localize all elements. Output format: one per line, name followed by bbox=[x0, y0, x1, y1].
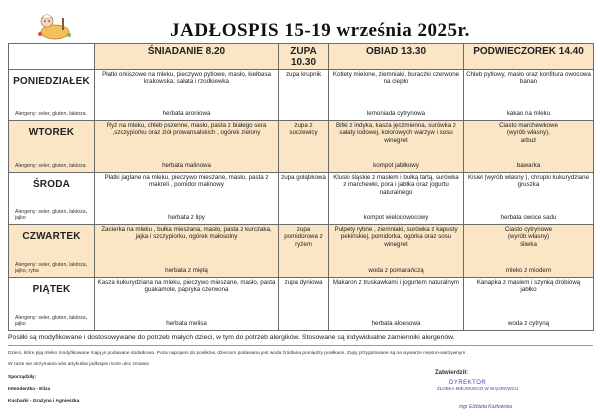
cooks-names: Kucharki - Grażyna i Agnieszka bbox=[8, 399, 80, 404]
breakfast-drink-text: herbata z lipy bbox=[168, 213, 205, 221]
header-breakfast: ŚNIADANIE 8.20 bbox=[95, 44, 279, 70]
table-row bbox=[9, 278, 594, 331]
breakfast-cell bbox=[95, 121, 279, 173]
change-note: W razie nie otrzymania w/w artykułów jadłospis może ulec zmianie. bbox=[8, 362, 151, 367]
lunch-drink-text: kompot wielocowocowy bbox=[363, 213, 429, 221]
table-header-row bbox=[9, 44, 594, 70]
soup-cell bbox=[279, 70, 329, 121]
allergen-note: Alergeny: seler, gluten, laktoza, jajko bbox=[15, 209, 88, 221]
snack-drink-text: woda z cytryną bbox=[507, 319, 550, 327]
allergen-note: Alergeny: seler, gluten, laktoza bbox=[15, 111, 86, 117]
breakfast-main-text: Ryż na mleku, chleb pszenne, masło, pasta z białego sera ,szczypiorku oraz ziół prowansalskich , ogórek zielony bbox=[106, 122, 267, 137]
lunch-drink-text: herbata aloesowa bbox=[371, 319, 421, 327]
signature: mgr Elżbieta Kozłowska bbox=[459, 404, 513, 410]
breakfast-main-text: Kasza kukurydziana na mleku, pieczywo mieszane, masło, pasta guakamole, papryka czerwona bbox=[97, 279, 276, 294]
table-row bbox=[9, 225, 594, 278]
soup-cell bbox=[279, 173, 329, 225]
lunch-cell bbox=[329, 121, 464, 173]
table-row bbox=[9, 121, 594, 173]
menu-table bbox=[8, 43, 594, 331]
day-cell bbox=[9, 70, 95, 121]
header-soup-label: ZUPA 10.30 bbox=[290, 46, 317, 68]
header-snack: PODWIECZOREK 14.40 bbox=[464, 44, 594, 70]
snack-cell bbox=[464, 225, 594, 278]
breakfast-cell bbox=[95, 225, 279, 278]
lunch-main-text: Bitki z indyka, kasza jęczmienna, surówka z sałaty lodowej, kolorowych warzyw i sosu winegret bbox=[335, 122, 457, 144]
lunch-drink-text: kompot jabłkowy bbox=[373, 161, 419, 169]
soup-main-text: zupa krupnik bbox=[285, 71, 322, 78]
allergen-note: Alergeny: seler, gluten, laktoza, jajko bbox=[15, 315, 88, 327]
snack-main-text: Kanapka z masłem i szynką drobiową jabłko bbox=[476, 279, 581, 294]
prepared-by-label: Sporządziły: bbox=[8, 375, 37, 380]
day-name: PIĄTEK bbox=[32, 284, 71, 295]
soup-main-text: zupa gołąbkowa bbox=[281, 174, 326, 181]
stamp-institution: ŻŁOBKA MIEJSKIEGO W WĄGROWCU bbox=[437, 386, 519, 391]
table-row bbox=[9, 70, 594, 121]
snack-main-text: Ciasto cytrynowe (wyrób własny) śliwka bbox=[504, 226, 553, 248]
milk-water-note: Dzieci, które piją mleko modyfikowane mają je podawane dodatkowo. Poza napojami do posiłków, dzieciom podawana jest woda źródlana pomiędzy posiłkami. Zupy przygotowane są na wywarze mięsno-warzywnym . bbox=[8, 351, 468, 356]
lunch-main-text: Pulpety rybne , ziemniaki, surówka z kapusty pekińskiej, pomidorka, ogórka oraz sosu winegret bbox=[334, 226, 458, 248]
soup-cell bbox=[279, 121, 329, 173]
table-row bbox=[9, 173, 594, 225]
lunch-main-text: Kotlety mielone, ziemniaki, buraczki czerwone na ciepło bbox=[332, 71, 460, 86]
lunch-main-text: Kluski śląskie z masłem i bułką tartą, surówka z marchewki, pora i jabłka oraz jogurtu naturalnego bbox=[333, 174, 459, 196]
snack-main-text: Kisiel (wyrób własny ), chrupki kukurydziane gruszka bbox=[467, 174, 590, 189]
soup-main-text: zupa dyniowa bbox=[284, 279, 323, 286]
soup-cell bbox=[279, 278, 329, 331]
snack-drink-text: mleko z miodem bbox=[505, 266, 552, 274]
intendentka-name: Intendentka - Eliza bbox=[8, 387, 51, 392]
allergen-note: Alergeny: seler, gluten, laktoza, jajko, ryba bbox=[15, 262, 88, 274]
soup-cell bbox=[279, 225, 329, 278]
lunch-main-text: Makaron z truskawkami i jogurtem naturalnym bbox=[332, 279, 460, 286]
snack-main-text: Chleb pytlowy, masło oraz konfitura owocowa banan bbox=[466, 71, 591, 86]
lunch-drink-text: lemoniada cytrynowa bbox=[366, 109, 426, 117]
stamp-title: DYREKTOR bbox=[449, 380, 487, 386]
chef-cooking-icon bbox=[34, 12, 74, 42]
header-blank bbox=[9, 44, 95, 70]
approved-by-label: Zatwierdził: bbox=[435, 370, 469, 376]
day-name: CZWARTEK bbox=[22, 231, 81, 242]
breakfast-main-text: Zacierka na mleku , bułka mieszana, masło, pasta z kurczaka, jajka i szczypiorku, ogórek małosolny bbox=[101, 226, 272, 241]
breakfast-drink-text: herbata aroniowa bbox=[162, 109, 211, 117]
snack-drink-text: kakao na mleku bbox=[506, 109, 551, 117]
breakfast-drink-text: herbata malinowa bbox=[162, 161, 211, 169]
snack-drink-text: herbata owoce sadu bbox=[500, 213, 557, 221]
lunch-cell bbox=[329, 70, 464, 121]
snack-cell bbox=[464, 70, 594, 121]
header-lunch: OBIAD 13.30 bbox=[329, 44, 464, 70]
breakfast-drink-text: herbata z miętą bbox=[165, 266, 208, 274]
snack-cell bbox=[464, 121, 594, 173]
breakfast-main-text: Płatki jaglane na mleku, pieczywo mieszane, masło, pasta z makreli , pomidor malinowy bbox=[104, 174, 269, 189]
day-cell bbox=[9, 225, 95, 278]
header bbox=[0, 0, 600, 44]
breakfast-cell bbox=[95, 173, 279, 225]
header-soup bbox=[279, 44, 329, 70]
snack-cell bbox=[464, 278, 594, 331]
approval-stamp bbox=[415, 370, 565, 416]
allergy-note: Posiłki są modyfikowane i dostosowywane do potrzeb małych dzieci, w tym do potrzeb alergików. Stosowane są indywidualne zamienniki alergenów. bbox=[8, 332, 593, 346]
lunch-drink-text: woda z pomarańczą bbox=[368, 266, 424, 274]
day-name: WTOREK bbox=[28, 127, 75, 138]
snack-main-text: Ciasto marchewkowe (wyrób własny), arbuz bbox=[499, 122, 558, 144]
soup-main-text: zupa pomidorowa z ryżem bbox=[284, 226, 323, 248]
breakfast-drink-text: herbata melisa bbox=[166, 319, 207, 327]
lunch-cell bbox=[329, 278, 464, 331]
snack-drink-text: bawarka bbox=[516, 161, 541, 169]
allergen-note: Alergeny: seler, gluten, laktoza bbox=[15, 163, 86, 169]
day-cell bbox=[9, 121, 95, 173]
day-cell bbox=[9, 278, 95, 331]
day-cell bbox=[9, 173, 95, 225]
day-name: PONIEDZIAŁEK bbox=[13, 76, 90, 87]
page-title: JADŁOSPIS 15-19 września 2025r. bbox=[170, 20, 470, 41]
breakfast-cell bbox=[95, 278, 279, 331]
lunch-cell bbox=[329, 225, 464, 278]
breakfast-cell bbox=[95, 70, 279, 121]
lunch-cell bbox=[329, 173, 464, 225]
snack-cell bbox=[464, 173, 594, 225]
soup-main-text: zupa z soczewicy bbox=[289, 122, 318, 137]
breakfast-main-text: Płatki orkiszowe na mleku, pieczywo pytlowe, masło, kiełbasa krakowska, sałata i rzodkiewka bbox=[102, 71, 271, 86]
day-name: ŚRODA bbox=[32, 179, 71, 190]
